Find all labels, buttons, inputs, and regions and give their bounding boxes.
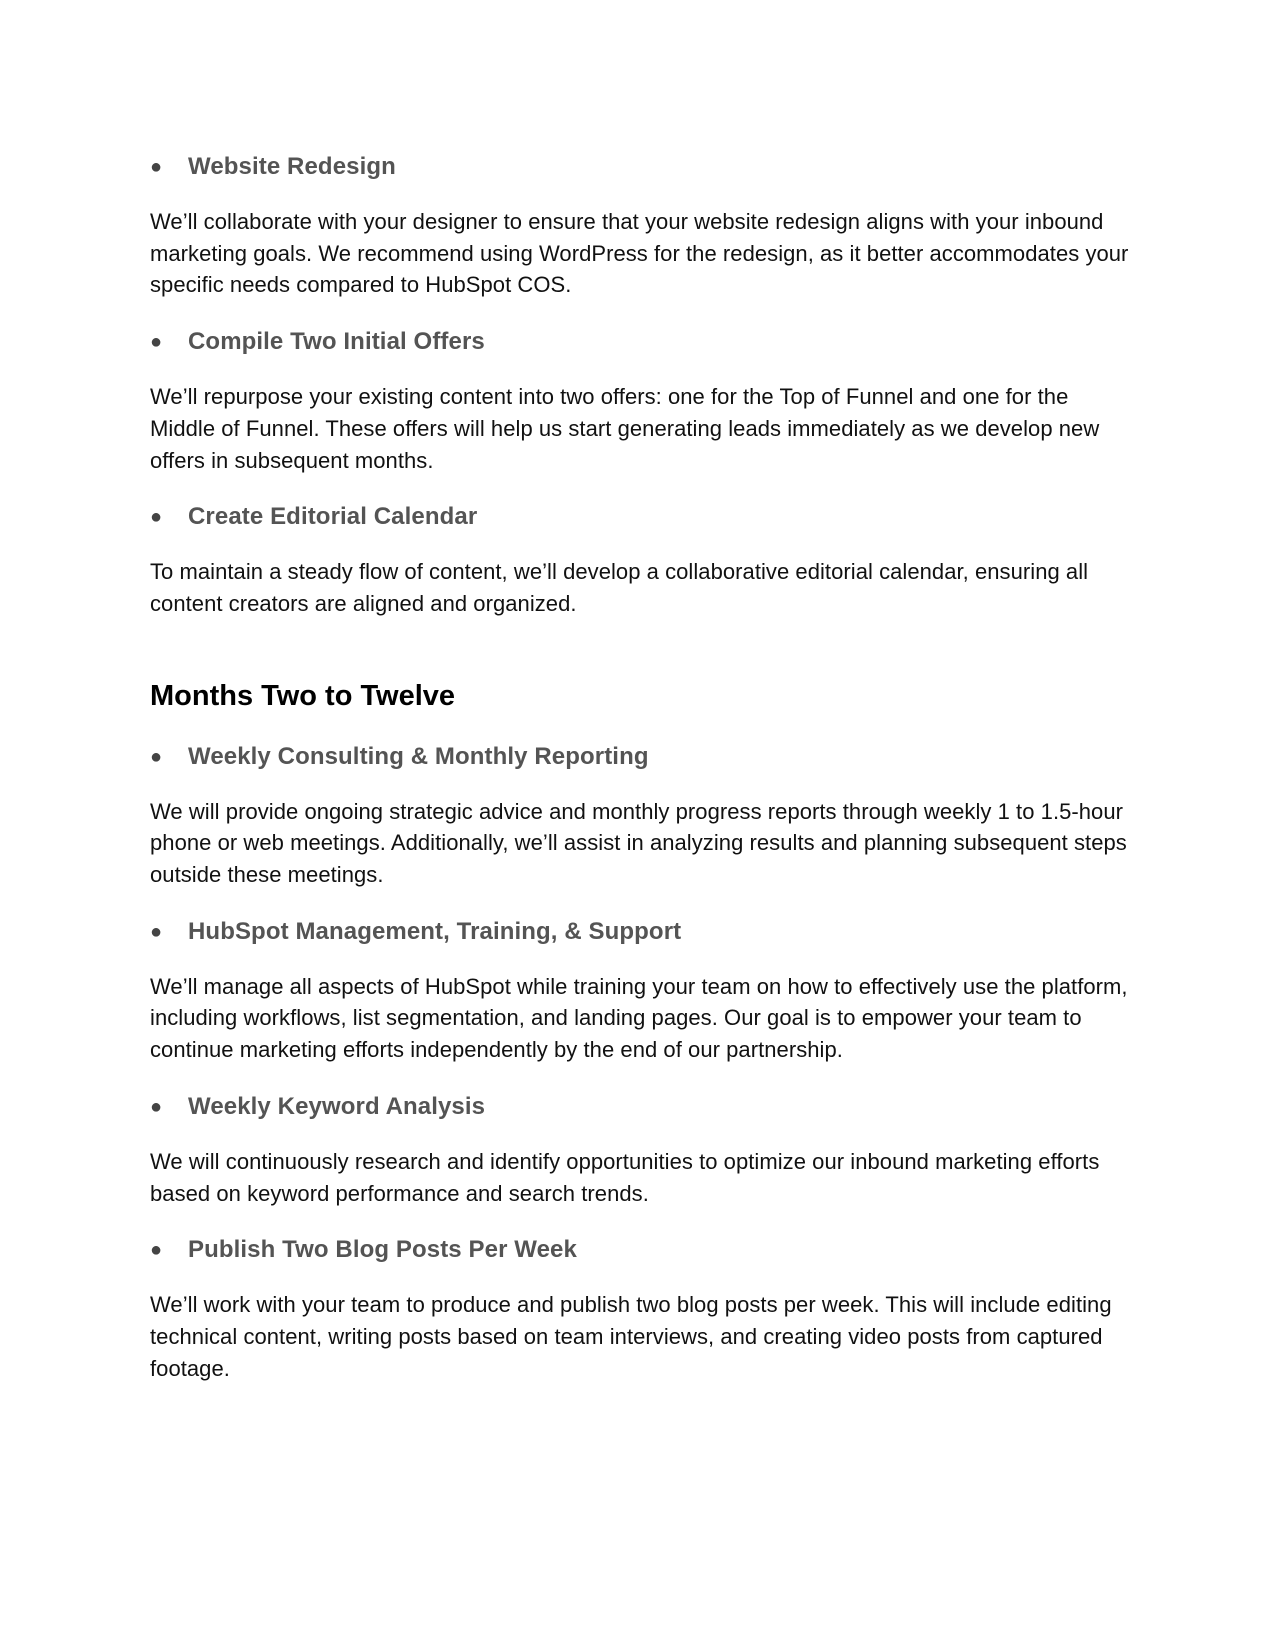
item-body: We’ll collaborate with your designer to ensure that your website redesign aligns with your inbound marketing goals. We recommend using WordPress for the redesign, as it better accommodates your specific needs compared to HubSpot COS.: [150, 209, 1129, 298]
item-title: Weekly Keyword Analysis: [188, 1092, 486, 1120]
item-body: We will provide ongoing strategic advice and monthly progress reports through weekly 1 to 1.5-hour phone or web meetings. Additionally, we’ll assist in analyzing results and planning subsequent steps outside these meetings.: [150, 798, 1127, 888]
bullet-icon: ●: [150, 920, 163, 943]
item-title: HubSpot Management, Training, & Support: [188, 917, 682, 945]
list-item-hubspot-management: [150, 915, 1130, 1066]
list-item-compile-offers: [150, 325, 1130, 476]
bullet-icon: ●: [150, 1239, 163, 1262]
bullet-icon: ●: [150, 156, 163, 178]
section-heading: Months Two to Twelve: [150, 679, 456, 712]
list-item-website-redesign: [150, 150, 1130, 301]
item-body: We will continuously research and identify opportunities to optimize our inbound marketing efforts based on keyword performance and search trends.: [150, 1148, 1100, 1206]
bullet-icon: ●: [150, 331, 163, 354]
item-title: Website Redesign: [188, 153, 396, 180]
list-item-blog-posts: [150, 1233, 1130, 1384]
item-body: We’ll manage all aspects of HubSpot while training your team on how to effectively use the platform, including workflows, list segmentation, and landing pages. Our goal is to empower your team to continue marketing efforts independently by the end of our partnership.: [150, 973, 1128, 1063]
bullet-icon: ●: [150, 745, 163, 768]
list-item-editorial-calendar: [150, 500, 1130, 619]
item-title: Weekly Consulting & Monthly Reporting: [188, 742, 649, 770]
item-body: We’ll work with your team to produce and publish two blog posts per week. This will include editing technical content, writing posts based on team interviews, and creating video posts from captured footage.: [150, 1292, 1112, 1381]
item-body: We’ll repurpose your existing content into two offers: one for the Top of Funnel and one for the Middle of Funnel. These offers will help us start generating leads immediately as we develop new offers in subsequent months.: [150, 384, 1100, 473]
list-item-keyword-analysis: [150, 1090, 1130, 1209]
document-page: [150, 150, 1130, 1408]
bullet-icon: ●: [150, 1095, 163, 1118]
item-body: To maintain a steady flow of content, we’ll develop a collaborative editorial calendar, ensuring all content creators are aligned and organized.: [150, 559, 1089, 616]
item-title: Compile Two Initial Offers: [188, 328, 485, 356]
bullet-icon: ●: [150, 506, 163, 529]
item-title: Publish Two Blog Posts Per Week: [188, 1236, 577, 1264]
item-title: Create Editorial Calendar: [188, 503, 478, 531]
list-item-weekly-consulting: [150, 740, 1130, 891]
